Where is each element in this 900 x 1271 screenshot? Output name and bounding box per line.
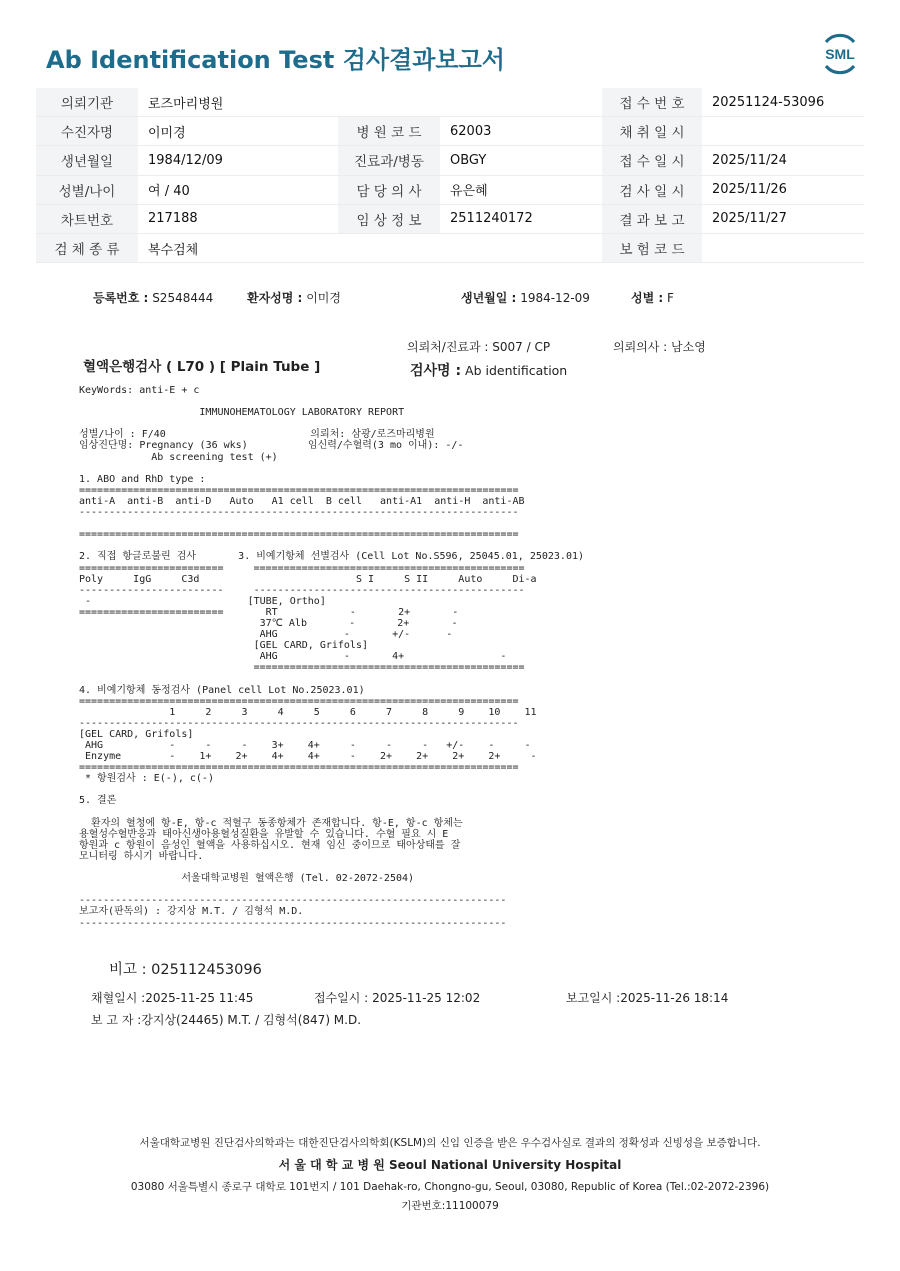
info-label: 검 사 일 시 (602, 175, 702, 204)
collect-value: 2025-11-25 11:45 (145, 991, 254, 1005)
name-label: 환자성명 : (247, 291, 303, 305)
info-value: 복수검체 (138, 233, 338, 262)
patient-dob-line (461, 289, 590, 306)
sml-logo (818, 32, 862, 76)
info-value (702, 233, 864, 262)
report-line: ========================================================================= (79, 762, 519, 774)
info-label: 수진자명 (36, 117, 138, 146)
bigo-value: 025112453096 (151, 962, 262, 978)
patient-info-table (36, 88, 864, 263)
info-label: 생년월일 (36, 146, 138, 175)
report-line: 보고자(판독의) : 강지상 M.T. / 김형석 M.D. (79, 906, 304, 918)
reporter-line (91, 1011, 361, 1028)
patient-name: 이미경 (306, 291, 341, 305)
info-label: 결 과 보 고 (602, 204, 702, 233)
report-line: anti-A anti-B anti-D Auto A1 cell B cell anti-A1 anti-H anti-AB (79, 495, 525, 507)
report-line: 1. ABO and RhD type : (79, 473, 206, 485)
report-line: ============================================= (79, 662, 525, 674)
test-title: 혈액은행검사 ( L70 ) [ Plain Tube ] (83, 359, 321, 375)
report-line (79, 418, 584, 429)
reg-number: S2548444 (152, 291, 214, 305)
info-value: 1984/12/09 (138, 146, 338, 175)
info-value: 20251124-53096 (702, 88, 864, 117)
info-label: 의뢰기관 (36, 88, 138, 117)
receipt-label: 접수일시 : (314, 991, 369, 1005)
info-value: 여 / 40 (138, 175, 338, 204)
report-line: Poly IgG C3d S I S II Auto Di-a (79, 573, 537, 585)
report-line: AHG - - - 3+ 4+ - - - +/- - - (79, 740, 531, 751)
info-value: OBGY (440, 146, 602, 175)
reg-label: 등록번호 : (93, 291, 149, 305)
report-line: 서울대학교병원 혈액은행 (Tel. 02-2072-2504) (79, 873, 415, 885)
info-label: 병 원 코 드 (338, 117, 440, 146)
info-row (36, 146, 864, 175)
report-line: 성별/나이 : F/40 의뢰처: 삼광/로즈마리병원 (79, 429, 435, 441)
patient-dob: 1984-12-09 (520, 291, 590, 305)
dept-line: 의뢰처/진료과 : S007 / CP (407, 340, 551, 354)
info-row (36, 117, 864, 146)
reporter-value: 강지상(24465) M.T. / 김형석(847) M.D. (141, 1013, 362, 1027)
collect-label: 채혈일시 : (91, 991, 146, 1005)
receipt-line (314, 989, 480, 1006)
report-line: 임상진단명: Pregnancy (36 wks) 임신력/수혈력(3 mo 이내): -/- (79, 440, 464, 452)
report-line (79, 673, 584, 684)
info-value: 2025/11/27 (702, 204, 864, 233)
report-line: 4. 비예기항체 동정검사 (Panel cell Lot No.25023.01) (79, 684, 365, 696)
info-label (338, 233, 440, 262)
footer-address: 03080 서울특별시 종로구 대학로 101번지 / 101 Daehak-ro, Chongno-gu, Seoul, 03080, Republic of Korea (Tel.:02-2072-2396) (130, 1181, 770, 1193)
report-line: ------------------------------------------------------------------------- (79, 717, 519, 729)
info-value: 2025/11/26 (702, 175, 864, 204)
report-line: KeyWords: anti-E + c (79, 385, 200, 396)
dob-label: 생년월일 : (461, 291, 517, 305)
receipt-value: 2025-11-25 12:02 (372, 991, 481, 1005)
report-line: * 항원검사 : E(-), c(-) (79, 773, 214, 785)
info-value: 2025/11/24 (702, 146, 864, 175)
report-line: 용혈성수혈반응과 태아신생아용혈성질환을 유발할 수 있습니다. 수혈 필요 시 E (79, 828, 449, 840)
info-value: 2511240172 (440, 204, 602, 233)
report-line: ========================================================================= (79, 484, 519, 496)
report-line: Ab screening test (+) (79, 451, 278, 463)
patient-name-line (247, 289, 341, 306)
info-value (702, 117, 864, 146)
info-label: 진료과/병동 (338, 146, 440, 175)
info-label: 보 험 코 드 (602, 233, 702, 262)
doctor-line: 의뢰의사 : 남소영 (613, 340, 706, 354)
report-line: ----------------------------------------------------------------------- (79, 895, 507, 907)
bigo-line (109, 958, 262, 979)
report-line: 5. 결론 (79, 795, 117, 807)
report-line: ========================================================================= (79, 529, 519, 541)
info-value: 로즈마리병원 (138, 88, 338, 117)
footer (0, 1135, 900, 1213)
info-label: 차트번호 (36, 204, 138, 233)
info-label: 검 체 종 류 (36, 233, 138, 262)
report-line (79, 784, 584, 795)
patient-id-line (93, 289, 213, 306)
report-line (79, 540, 584, 551)
report-line: 2. 직접 항글로불린 검사 3. 비예기항체 선별검사 (Cell Lot No.S596, 25045.01, 25023.01) (79, 551, 585, 563)
report-line: - [TUBE, Ortho] (79, 595, 326, 607)
report-line: Enzyme - 1+ 2+ 4+ 4+ - 2+ 2+ 2+ 2+ - (79, 751, 537, 763)
report-line (79, 396, 584, 407)
report-line: 환자의 혈청에 항-E, 항-c 적혈구 동종항체가 존재합니다. 항-E, 항-c 항체는 (79, 817, 463, 829)
info-value: 62003 (440, 117, 602, 146)
report-line: ========================================================================= (79, 695, 519, 707)
info-label: 채 취 일 시 (602, 117, 702, 146)
report-line (79, 463, 584, 474)
info-label: 담 당 의 사 (338, 175, 440, 204)
report-line: [GEL CARD, Grifols] (79, 640, 368, 652)
report-line (79, 862, 584, 873)
footer-certification: 서울대학교병원 진단검사의학과는 대한진단검사의학회(KSLM)의 신임 인증을 받은 우수검사실로 결과의 정확성과 신빙성을 보증합니다. (139, 1137, 761, 1149)
report-line: [GEL CARD, Grifols] (79, 728, 194, 740)
report-label: 보고일시 : (566, 991, 621, 1005)
info-value (440, 88, 602, 117)
test-name: Ab identification (465, 363, 568, 378)
info-row (36, 88, 864, 117)
report-line: 1 2 3 4 5 6 7 8 9 10 11 (79, 706, 537, 718)
lab-report-body (79, 385, 584, 929)
report-line: 항원과 c 항원이 음성인 혈액을 사용하십시오. 현재 임신 중이므로 태아상태를 잘 (79, 839, 461, 851)
test-name-line (410, 360, 567, 380)
report-line: ======================== ============================================= (79, 562, 525, 574)
report-line: ======================== RT - 2+ - (79, 606, 459, 618)
bigo-label: 비고 : (109, 962, 147, 978)
report-line (566, 989, 728, 1006)
sex-label: 성별 : (631, 291, 664, 305)
info-value: 유은혜 (440, 175, 602, 204)
info-value (440, 233, 602, 262)
info-label: 접 수 번 호 (602, 88, 702, 117)
report-line: IMMUNOHEMATOLOGY LABORATORY REPORT (79, 407, 405, 419)
info-label: 접 수 일 시 (602, 146, 702, 175)
report-line: ----------------------------------------------------------------------- (79, 917, 507, 929)
info-row (36, 204, 864, 233)
report-line (79, 807, 584, 818)
report-line: AHG - 4+ - (79, 651, 507, 663)
info-value: 이미경 (138, 117, 338, 146)
report-title: Ab Identification Test 검사결과보고서 (46, 46, 505, 74)
report-line: ------------------------ --------------------------------------------- (79, 584, 525, 596)
reporter-label: 보 고 자 : (91, 1013, 142, 1027)
info-row (36, 175, 864, 204)
report-line: AHG - +/- - (79, 629, 453, 641)
info-label: 임 상 정 보 (338, 204, 440, 233)
info-row (36, 233, 864, 262)
test-name-label: 검사명 : (410, 363, 462, 379)
report-line: ------------------------------------------------------------------------- (79, 507, 519, 519)
report-line: 모니터링 하시기 바랍니다. (79, 850, 204, 862)
footer-hospital-name: 서 울 대 학 교 병 원 Seoul National University Hospital (278, 1158, 622, 1172)
info-value: 217188 (138, 204, 338, 233)
patient-sex-line (631, 289, 674, 306)
report-line (79, 884, 584, 895)
report-line: 37℃ Alb - 2+ - (79, 617, 458, 629)
report-line (79, 518, 584, 529)
collect-line (91, 989, 253, 1006)
report-value: 2025-11-26 18:14 (620, 991, 729, 1005)
patient-sex: F (667, 291, 674, 305)
info-label (338, 88, 440, 117)
logo-text: SML (825, 46, 855, 62)
info-label: 성별/나이 (36, 175, 138, 204)
footer-institution-code: 기관번호:11100079 (401, 1200, 499, 1212)
